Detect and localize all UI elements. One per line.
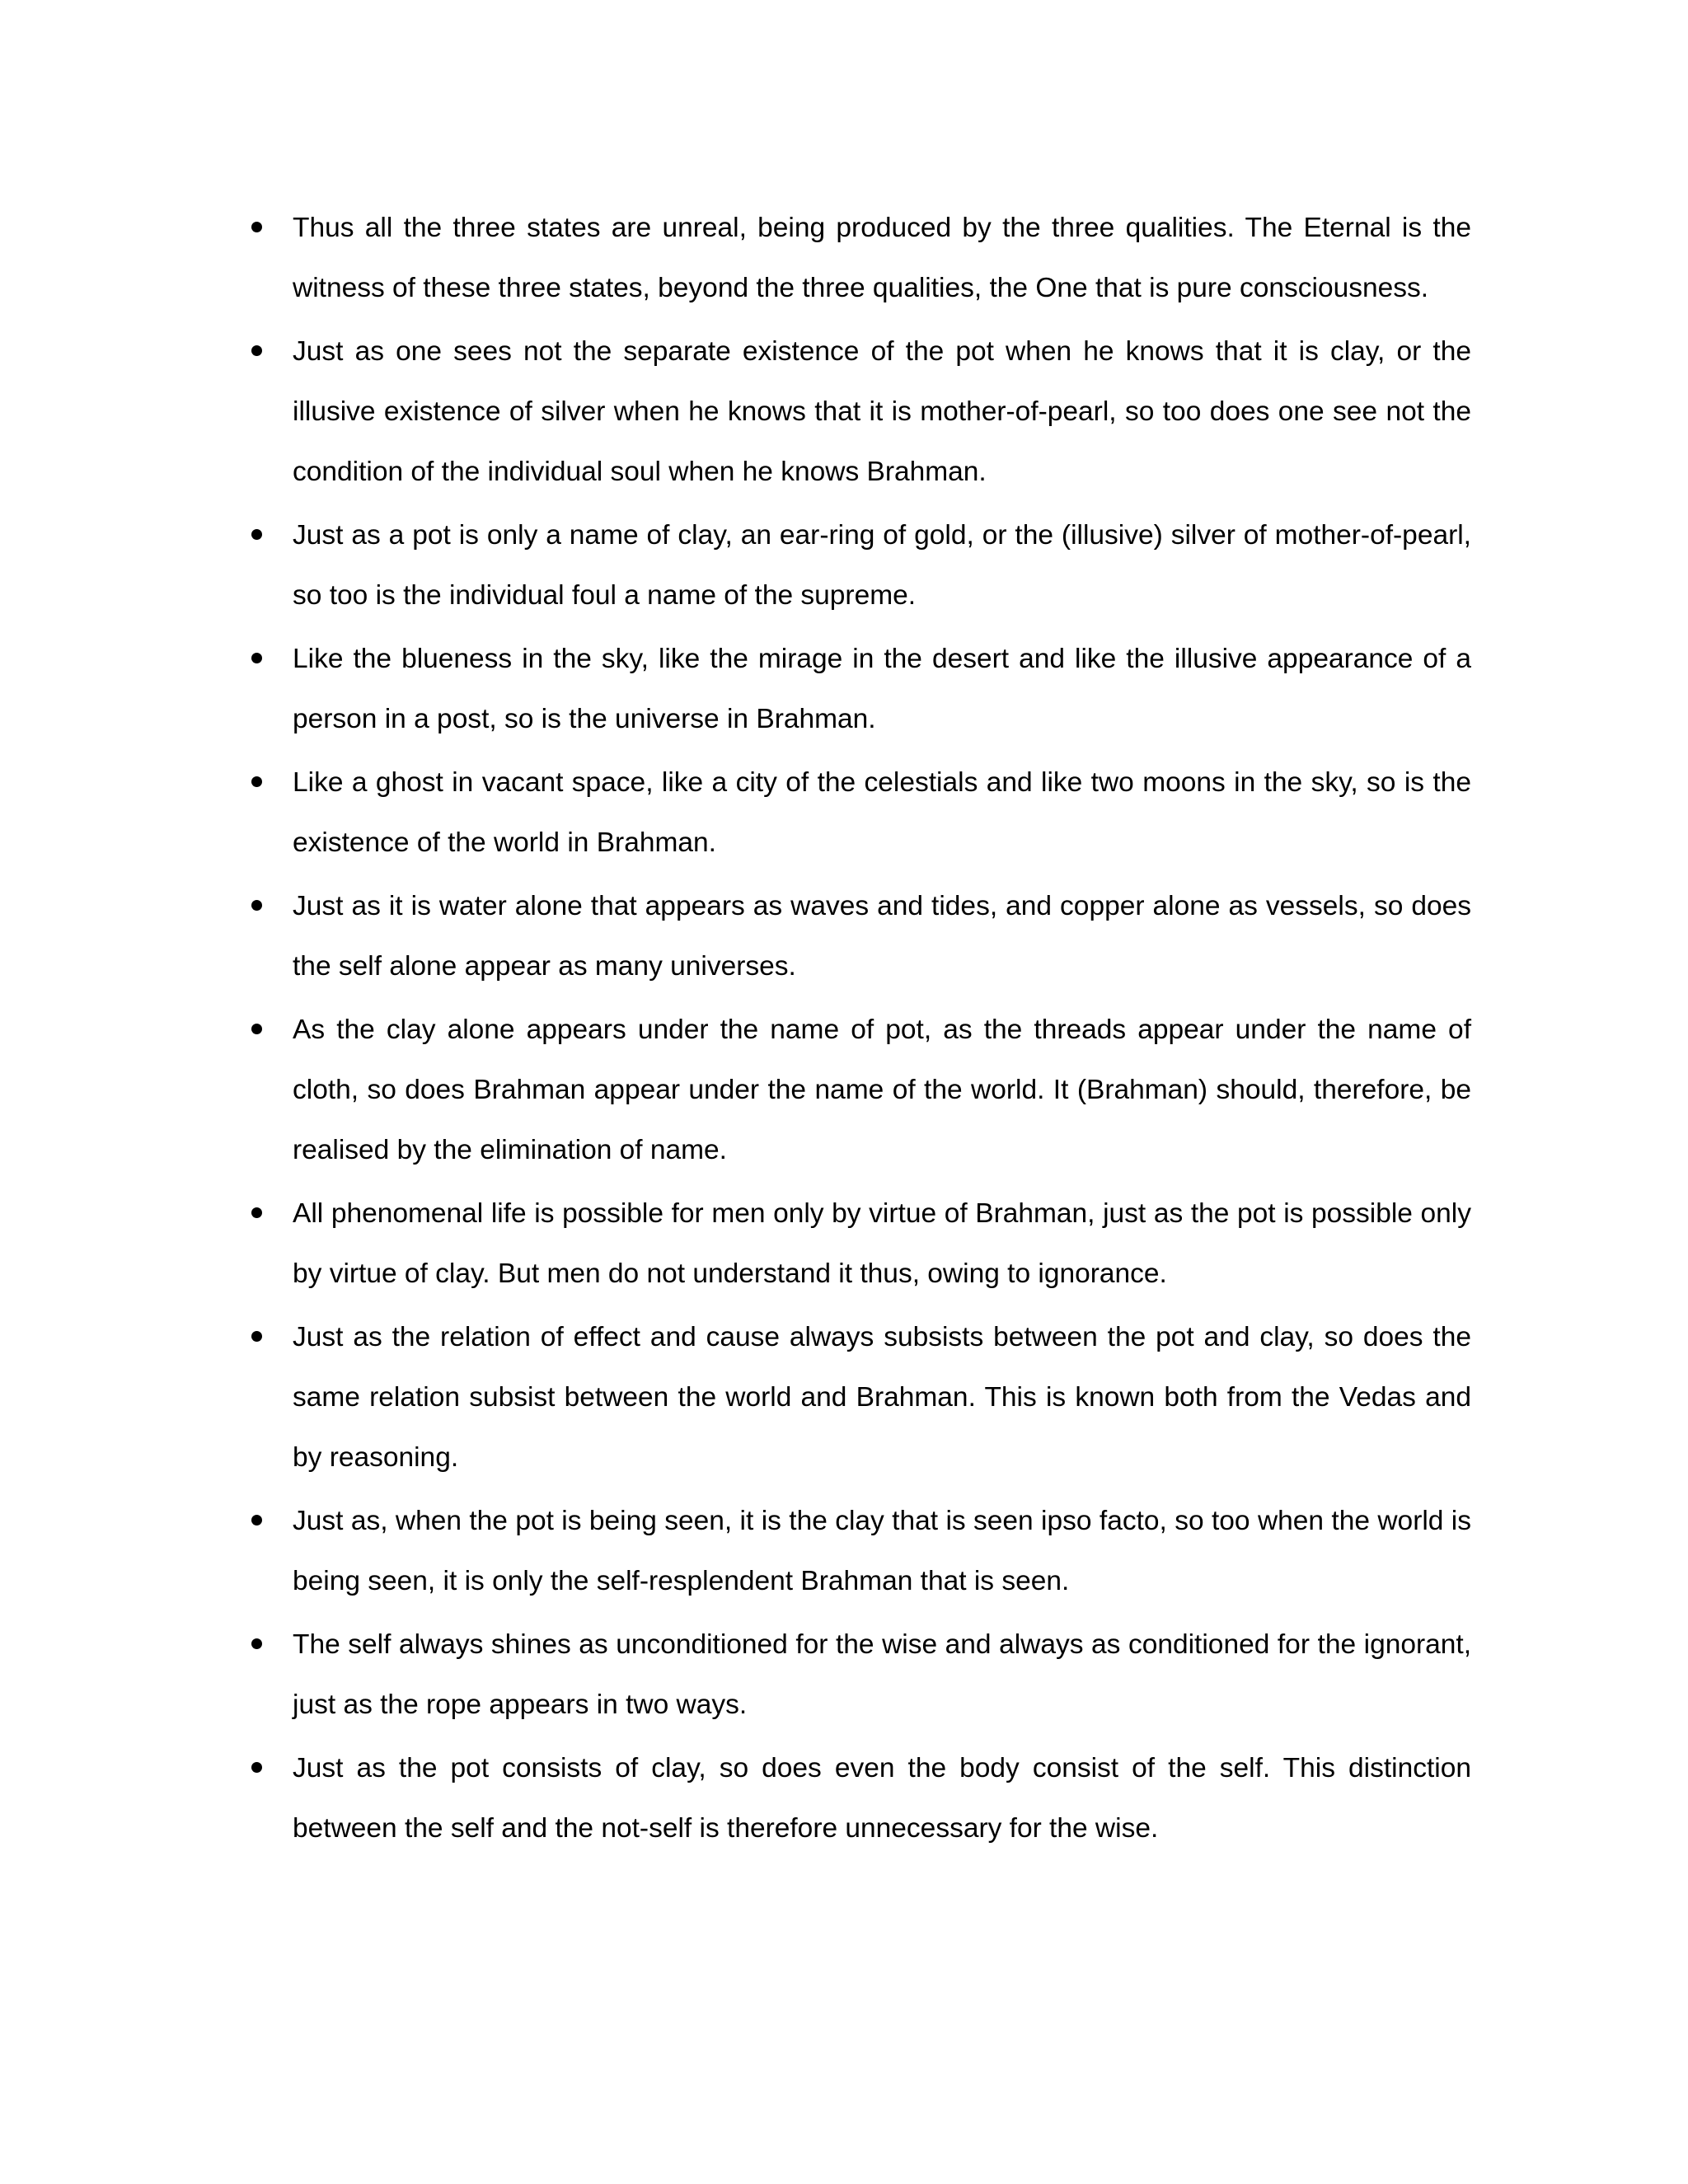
list-item: [293, 1000, 1471, 1180]
bullet-icon: [251, 1515, 262, 1526]
list-item: [293, 1491, 1471, 1611]
bullet-icon: [251, 1331, 262, 1342]
list-item: [293, 1738, 1471, 1858]
list-item: [293, 1183, 1471, 1304]
bullet-icon: [251, 529, 262, 540]
bullet-icon: [251, 653, 262, 663]
list-item-text: The self always shines as unconditioned for the wise and always as conditioned for the ignorant, just as the rope appears in two ways.: [293, 1629, 1471, 1720]
bullet-icon: [251, 1207, 262, 1218]
list-item-text: Like a ghost in vacant space, like a city of the celestials and like two moons in the sky, so is the existence of the world in Brahman.: [293, 767, 1471, 858]
bullet-icon: [251, 900, 262, 911]
bullet-icon: [251, 1024, 262, 1034]
list-item-text: Just as a pot is only a name of clay, an ear-ring of gold, or the (illusive) silver of mother-of-pearl, so too is the individual foul a name of the supreme.: [293, 520, 1471, 611]
list-item-text: Just as it is water alone that appears as waves and tides, and copper alone as vessels, so does the self alone appear as many universes.: [293, 891, 1471, 982]
list-item: [293, 1307, 1471, 1488]
list-item-text: Thus all the three states are unreal, being produced by the three qualities. The Eternal is the witness of these three states, beyond the three qualities, the One that is pure consciousness.: [293, 213, 1471, 303]
bullet-icon: [251, 345, 262, 356]
list-item-text: Just as the relation of effect and cause always subsists between the pot and clay, so does the same relation subsist between the world and Brahman. This is known both from the Vedas and by reasoning.: [293, 1322, 1471, 1473]
list-item: [293, 321, 1471, 502]
list-item: [293, 1615, 1471, 1735]
bullet-icon: [251, 1762, 262, 1773]
list-item: [293, 752, 1471, 873]
list-item-text: All phenomenal life is possible for men only by virtue of Brahman, just as the pot is possible only by virtue of clay. But men do not understand it thus, owing to ignorance.: [293, 1198, 1471, 1289]
list-item: [293, 198, 1471, 318]
bullet-list: [293, 198, 1471, 1862]
bullet-icon: [251, 776, 262, 787]
list-item-text: Just as the pot consists of clay, so does even the body consist of the self. This distinction between the self and the not-self is therefore unnecessary for the wise.: [293, 1753, 1471, 1844]
list-item: [293, 629, 1471, 749]
list-item: [293, 876, 1471, 996]
list-item: [293, 505, 1471, 626]
list-item-text: As the clay alone appears under the name of pot, as the threads appear under the name of cloth, so does Brahman appear under the name of the world. It (Brahman) should, therefore, be realised by the elimination of name.: [293, 1015, 1471, 1165]
bullet-icon: [251, 1638, 262, 1649]
list-item-text: Like the blueness in the sky, like the mirage in the desert and like the illusive appearance of a person in a post, so is the universe in Brahman.: [293, 644, 1471, 734]
list-item-text: Just as, when the pot is being seen, it is the clay that is seen ipso facto, so too when the world is being seen, it is only the self-resplendent Brahman that is seen.: [293, 1506, 1471, 1596]
bullet-icon: [251, 222, 262, 232]
list-item-text: Just as one sees not the separate existence of the pot when he knows that it is clay, or the illusive existence of silver when he knows that it is mother-of-pearl, so too does one see not the condition of the individual soul when he knows Brahman.: [293, 336, 1471, 487]
